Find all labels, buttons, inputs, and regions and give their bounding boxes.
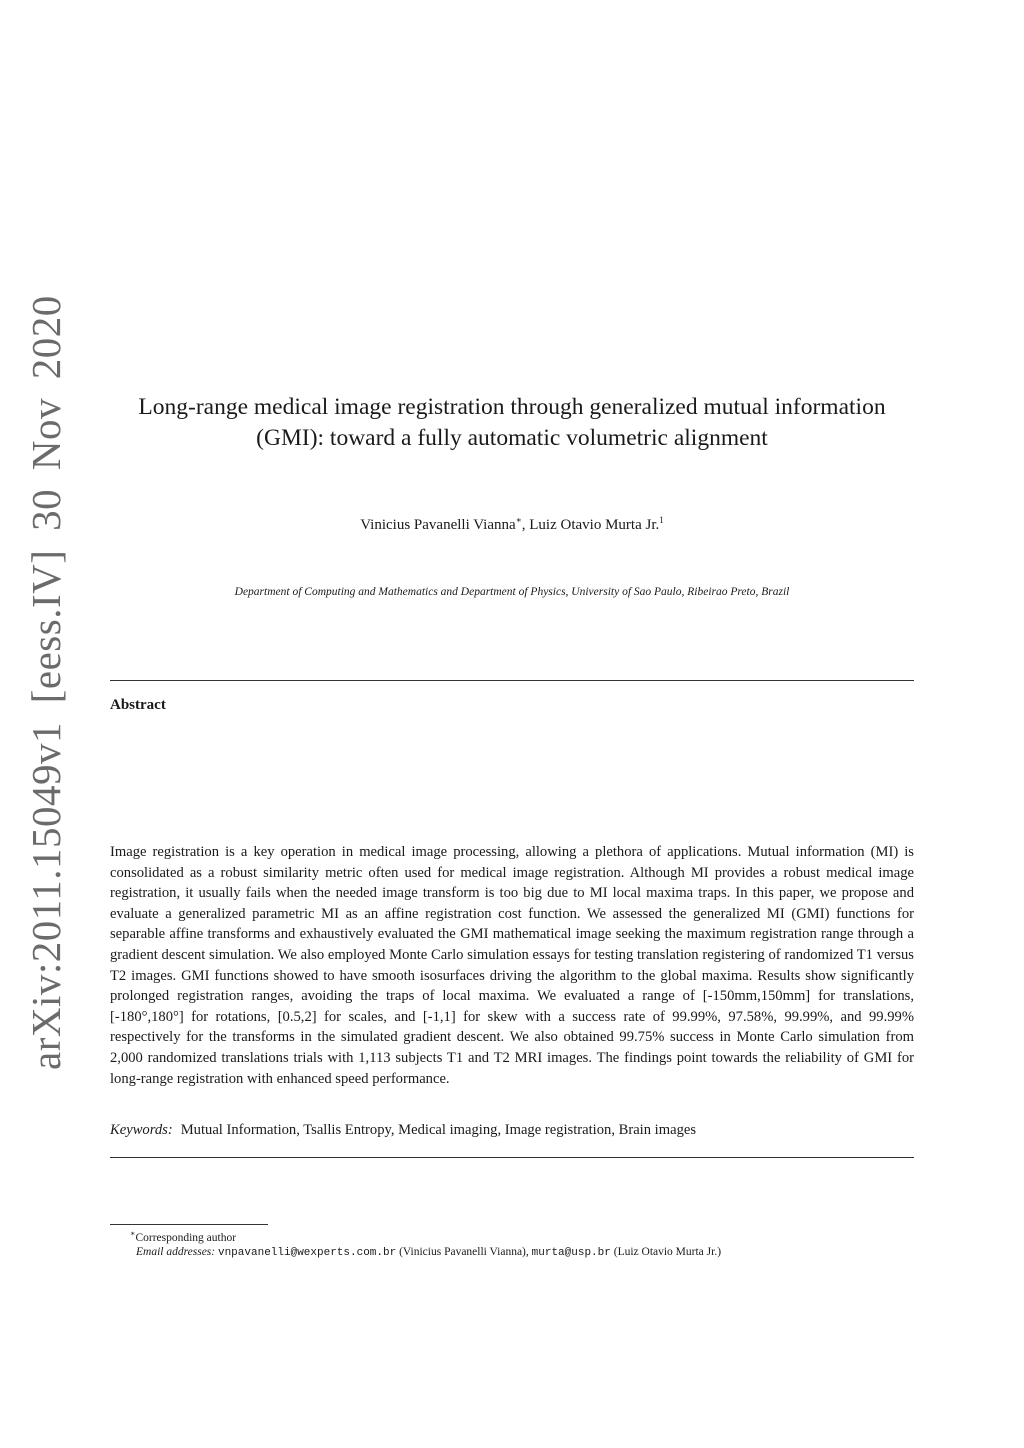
arxiv-category: [eess.IV] — [23, 549, 69, 704]
keywords-text: Mutual Information, Tsallis Entropy, Medical imaging, Image registration, Brain images — [180, 1122, 697, 1138]
abstract-body: Image registration is a key operation in medical image processing, allowing a plethora of applications. Mutual information (MI) is consolidated as a robust similarity metric often used for medical image registration. Although MI provides a robust medical image registration, it usually fails when the needed image transform is too big due to MI local maxima traps. In this paper, we propose and evaluate a generalized parametric MI as an affine registration cost function. We assessed the generalized MI (GMI) functions for separable affine transforms and exhaustively evaluated the GMI mathematical image seeking the maximum registration range through a gradient descent simulation. We also employed Monte Carlo simulation essays for testing translation registering of randomized T1 versus T2 images. GMI functions showed to have smooth isosurfaces driving the algorithm to the global maxima. Results show significantly prolonged registration ranges, avoiding the traps of local maxima. We evaluated a range of [-150mm,150mm] for translations, [-180°,180°] for rotations, [0.5,2] for scales, and [-1,1] for skew with a success rate of 99.99%, 97.58%, 99.99%, and 99.99% respectively for the transforms in the simulated gradient descent. We also obtained 99.75% success in Monte Carlo simulation from 2,000 randomized translations trials with 1,113 subjects T1 and T2 MRI images. The findings point towards the reliability of GMI for long-range registration with enhanced speed performance. — [110, 844, 914, 1087]
affiliation: Department of Computing and Mathematics and Department of Physics, University of Sao Paulo, Ribeirao Preto, Brazil — [234, 586, 790, 598]
keywords — [110, 1122, 914, 1139]
author-1: Vinicius Pavanelli Vianna — [360, 517, 516, 533]
author-2-mark: 1 — [659, 515, 664, 525]
abstract-bottom-rule — [110, 1157, 914, 1158]
author-list — [100, 515, 924, 534]
author-2: Luiz Otavio Murta Jr. — [529, 517, 660, 533]
footnote-corresponding — [130, 1229, 236, 1244]
paper-title-line-1: Long-range medical image registration through generalized mutual information — [138, 394, 886, 420]
paper-title — [100, 392, 924, 454]
email-2-owner: (Luiz Otavio Murta Jr.) — [610, 1246, 722, 1258]
author-separator: , — [521, 517, 530, 533]
email-1[interactable]: vnpavanelli@wexperts.com.br — [217, 1247, 397, 1259]
abstract-heading: Abstract — [110, 697, 166, 713]
keywords-label: Keywords: — [110, 1122, 173, 1138]
footnote-mark: ∗ — [130, 1229, 136, 1238]
footnote-corresponding-text: Corresponding author — [135, 1231, 237, 1244]
paper-title-line-2: (GMI): toward a fully automatic volumetric alignment — [256, 425, 768, 451]
arxiv-date: 30 Nov 2020 — [23, 295, 69, 531]
email-2[interactable]: murta@usp.br — [531, 1247, 611, 1259]
footnote-rule — [110, 1224, 268, 1225]
abstract-top-rule — [110, 680, 914, 681]
footnote-emails — [136, 1246, 721, 1259]
author-1-mark: ∗ — [515, 515, 522, 525]
email-1-owner: (Vinicius Pavanelli Vianna), — [396, 1246, 532, 1258]
arxiv-id: arXiv:2011.15049v1 — [23, 722, 69, 1070]
arxiv-identifier-stamp — [22, 295, 70, 1070]
email-label: Email addresses: — [136, 1246, 216, 1258]
